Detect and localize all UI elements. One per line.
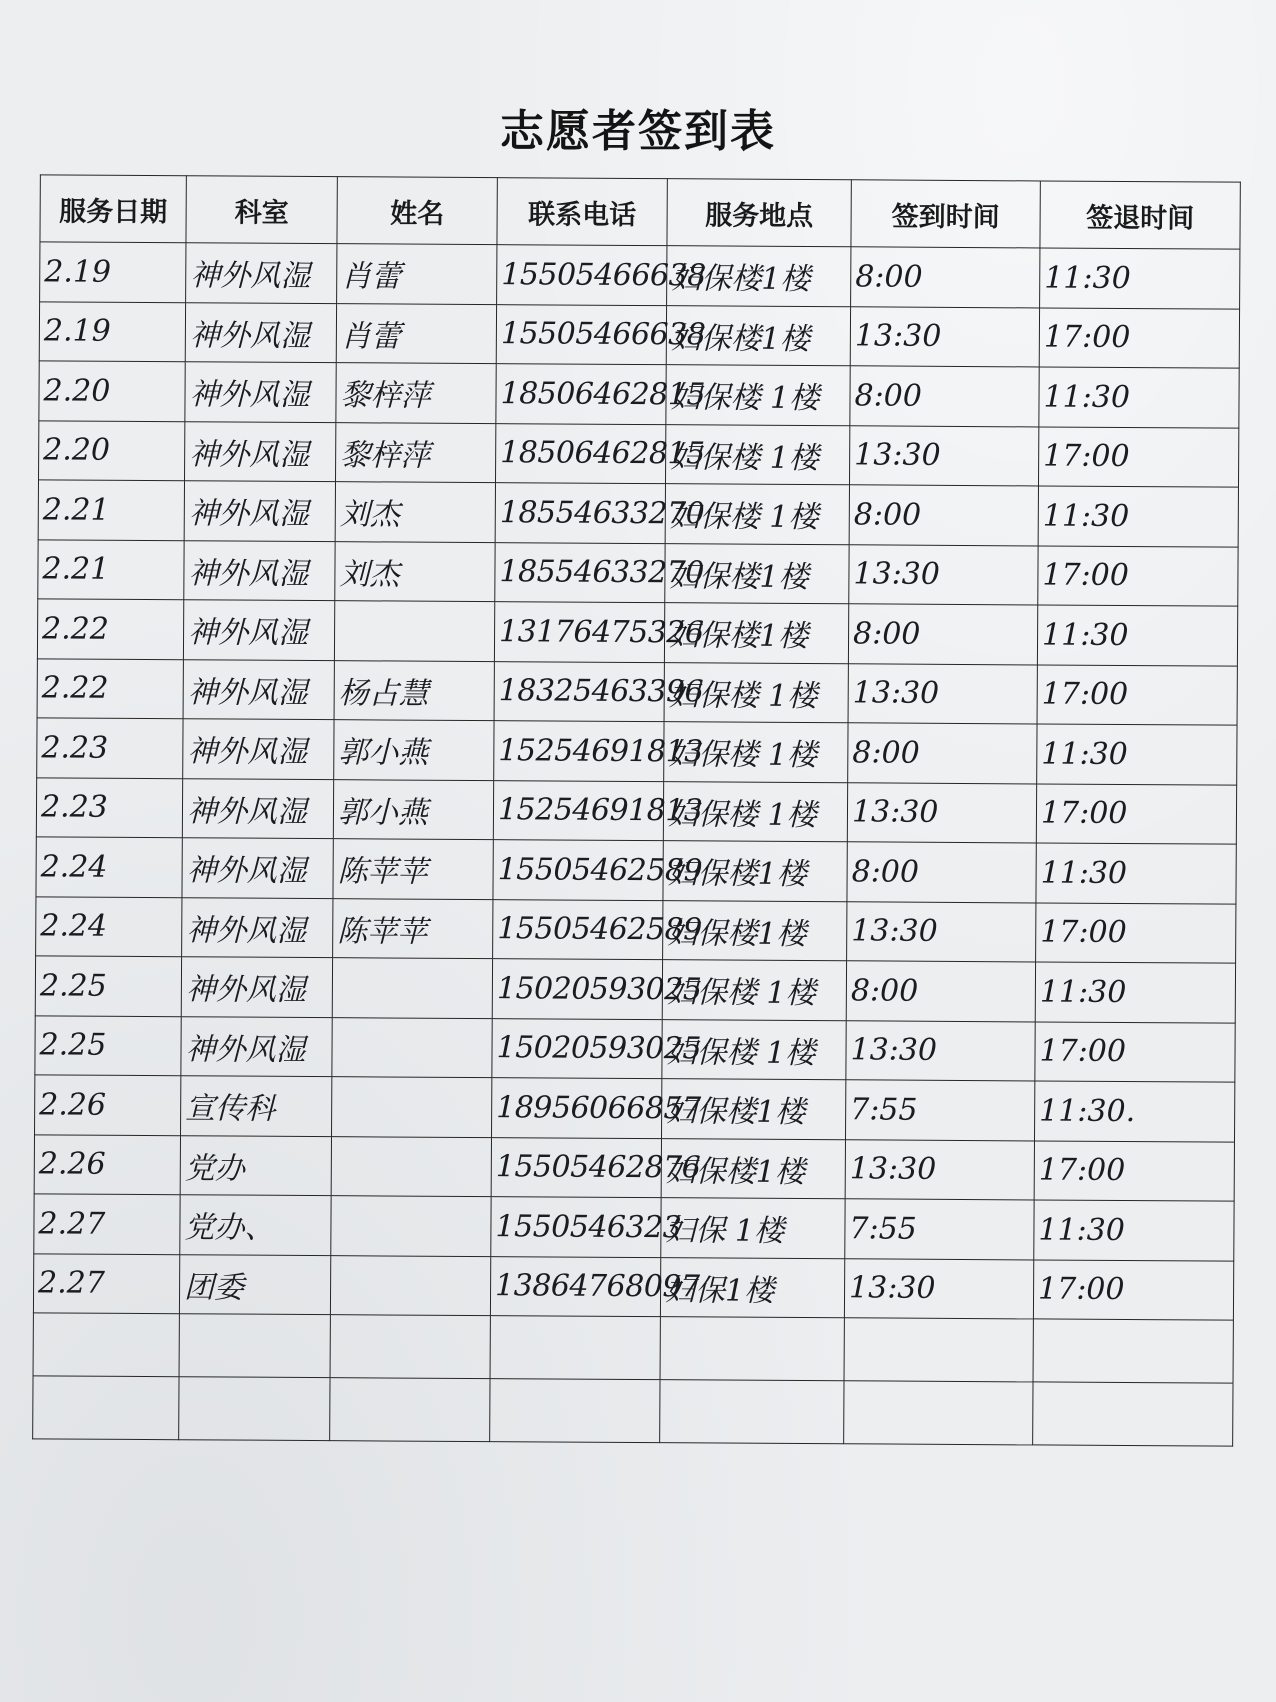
cell-phone: 15505462876 — [491, 1137, 661, 1198]
cell-sign-in: 13:30 — [844, 1258, 1033, 1319]
cell-name — [330, 1315, 490, 1379]
table-row — [36, 896, 1236, 963]
header-phone: 联系电话 — [497, 178, 667, 246]
cell-sign-in: 8:00 — [847, 842, 1036, 903]
cell-date: 2.20 — [39, 361, 185, 421]
table-row — [34, 1194, 1234, 1261]
cell-location: 妇保楼1楼 — [667, 246, 851, 307]
cell-name: 郭小燕 — [333, 779, 493, 839]
cell-department: 宣传科 — [181, 1076, 332, 1136]
cell-date: 2.20 — [39, 420, 185, 480]
table-row — [35, 1075, 1235, 1142]
cell-phone: 13864768097 — [490, 1256, 660, 1317]
cell-name: 杨占慧 — [334, 660, 494, 720]
cell-department: 神外风湿 — [185, 421, 336, 481]
cell-phone: 15505462589 — [493, 899, 663, 960]
table-row — [37, 658, 1237, 725]
cell-date: 2.23 — [36, 777, 182, 837]
cell-sign-in: 8:00 — [850, 366, 1039, 427]
cell-sign-in: 8:00 — [848, 723, 1037, 784]
cell-location: 妇保楼1楼 — [666, 305, 850, 366]
cell-name: 肖蕾 — [336, 303, 496, 363]
cell-date: 2.21 — [38, 480, 184, 540]
cell-department: 神外风湿 — [183, 719, 334, 779]
cell-date: 2.21 — [38, 539, 184, 599]
cell-sign-in: 13:30 — [845, 1139, 1034, 1200]
cell-phone: 18956066857 — [492, 1078, 662, 1139]
cell-sign-out: 11:30 — [1036, 843, 1236, 904]
table-row — [39, 361, 1239, 428]
cell-sign-out: 11:30 — [1037, 605, 1237, 666]
cell-name: 郭小燕 — [334, 720, 494, 780]
cell-location: 妇保楼1楼 — [665, 543, 849, 604]
cell-department — [179, 1377, 330, 1441]
cell-sign-out: 17:00 — [1038, 426, 1238, 487]
cell-phone: 18554633270 — [495, 483, 665, 544]
cell-date: 2.27 — [33, 1253, 179, 1313]
cell-phone: 18325463396 — [494, 661, 664, 722]
cell-name — [330, 1378, 490, 1442]
cell-sign-in: 13:30 — [847, 901, 1036, 962]
cell-location: 妇保楼 1楼 — [664, 662, 848, 723]
cell-date: 2.26 — [34, 1134, 180, 1194]
cell-sign-out: 11:30 — [1040, 248, 1240, 309]
cell-date: 2.25 — [35, 956, 181, 1016]
cell-department: 神外风湿 — [182, 838, 333, 898]
cell-phone: 18554633270 — [495, 542, 665, 603]
cell-location: 妇保楼 1楼 — [664, 722, 848, 783]
cell-date: 2.22 — [37, 658, 183, 718]
header-name: 姓名 — [337, 177, 497, 245]
table-row — [40, 242, 1240, 309]
cell-location: 妇保楼 1楼 — [662, 960, 846, 1021]
cell-department: 神外风湿 — [182, 897, 333, 957]
cell-department: 神外风湿 — [186, 243, 337, 303]
cell-sign-out: 17:00 — [1037, 664, 1237, 725]
cell-date: 2.24 — [36, 837, 182, 897]
cell-sign-out: 11:30 — [1034, 1200, 1234, 1261]
cell-sign-out: 17:00 — [1038, 545, 1238, 606]
cell-department: 神外风湿 — [185, 362, 336, 422]
cell-name — [330, 1255, 490, 1315]
cell-location: 妇保楼 1楼 — [663, 781, 847, 842]
cell-sign-in: 13:30 — [846, 1020, 1035, 1081]
cell-phone: 15254691813 — [493, 780, 663, 841]
table-row — [36, 837, 1236, 904]
cell-location: 妇保楼 1楼 — [665, 484, 849, 545]
cell-sign-out: 11:30 — [1035, 962, 1235, 1023]
cell-phone: 13176475326 — [494, 602, 664, 663]
cell-sign-in — [844, 1381, 1033, 1445]
cell-date: 2.19 — [39, 301, 185, 361]
cell-location: 妇保楼 1楼 — [665, 424, 849, 485]
cell-location — [660, 1380, 844, 1444]
cell-sign-in: 13:30 — [847, 782, 1036, 843]
cell-date: 2.27 — [34, 1194, 180, 1254]
cell-date: 2.23 — [37, 718, 183, 778]
cell-phone — [490, 1316, 660, 1380]
cell-location: 妇保楼1楼 — [664, 603, 848, 664]
header-department: 科室 — [186, 176, 337, 244]
table-row — [38, 480, 1238, 547]
cell-sign-out: 17:00 — [1034, 1140, 1234, 1201]
cell-name — [331, 1136, 491, 1196]
cell-name: 黎梓萍 — [336, 422, 496, 482]
cell-name — [331, 1196, 491, 1256]
cell-sign-out — [1033, 1319, 1233, 1383]
cell-sign-out — [1033, 1382, 1233, 1446]
cell-phone: 18506462815 — [496, 364, 666, 425]
cell-location: 妇保楼1楼 — [663, 900, 847, 961]
cell-phone — [490, 1379, 660, 1443]
cell-name: 刘杰 — [335, 482, 495, 542]
cell-sign-out: 11:30 — [1038, 486, 1238, 547]
header-location: 服务地点 — [667, 179, 851, 247]
cell-sign-in — [844, 1318, 1033, 1382]
cell-phone: 15254691813 — [494, 721, 664, 782]
cell-sign-out: 11:30 — [1039, 367, 1239, 428]
cell-sign-out: 17:00 — [1039, 307, 1239, 368]
table-row-empty — [33, 1376, 1233, 1446]
table-row — [38, 539, 1238, 606]
cell-date: 2.24 — [36, 896, 182, 956]
cell-department: 神外风湿 — [182, 778, 333, 838]
cell-name — [332, 958, 492, 1018]
cell-department: 党办、 — [180, 1195, 331, 1255]
cell-department: 神外风湿 — [183, 659, 334, 719]
cell-location: 妇保楼1楼 — [661, 1138, 845, 1199]
sign-in-table — [32, 174, 1241, 1446]
cell-date: 2.19 — [40, 242, 186, 302]
page-title: 志愿者签到表 — [500, 106, 776, 157]
table-row — [36, 777, 1236, 844]
cell-sign-in: 8:00 — [848, 604, 1037, 665]
header-sign-in-time: 签到时间 — [851, 180, 1040, 248]
cell-phone: 15020593025 — [492, 1018, 662, 1079]
cell-phone: 15020593025 — [492, 959, 662, 1020]
cell-phone: 15505466638 — [496, 304, 666, 365]
cell-sign-out: 17:00 — [1036, 902, 1236, 963]
cell-department: 神外风湿 — [183, 600, 334, 660]
cell-name: 刘杰 — [335, 541, 495, 601]
cell-sign-out: 17:00 — [1036, 783, 1236, 844]
cell-location: 妇保楼1楼 — [661, 1079, 845, 1140]
table-row — [35, 1015, 1235, 1082]
cell-sign-in: 7:55 — [845, 1199, 1034, 1260]
cell-sign-out: 11:30. — [1034, 1081, 1234, 1142]
cell-department: 神外风湿 — [181, 1016, 332, 1076]
cell-name — [332, 1077, 492, 1137]
cell-location: 妇保楼 1楼 — [666, 365, 850, 426]
cell-sign-out: 17:00 — [1035, 1021, 1235, 1082]
cell-department: 神外风湿 — [181, 957, 332, 1017]
cell-department — [179, 1314, 330, 1378]
cell-sign-in: 13:30 — [848, 663, 1037, 724]
cell-sign-in: 13:30 — [849, 425, 1038, 486]
cell-phone: 18506462815 — [496, 423, 666, 484]
header-service-date: 服务日期 — [40, 175, 186, 243]
table-row — [39, 420, 1239, 487]
cell-date: 2.22 — [37, 599, 183, 659]
cell-name: 肖蕾 — [337, 244, 497, 304]
table-row — [34, 1134, 1234, 1201]
cell-department: 团委 — [179, 1254, 330, 1314]
cell-date: 2.25 — [35, 1015, 181, 1075]
header-row — [40, 175, 1240, 249]
cell-phone: 1550546323 — [491, 1197, 661, 1258]
table-row — [37, 599, 1237, 666]
cell-sign-out: 11:30 — [1037, 724, 1237, 785]
cell-location: 妇保1楼 — [660, 1257, 844, 1318]
cell-name: 陈苹苹 — [333, 898, 493, 958]
table-row — [33, 1253, 1233, 1320]
cell-name: 陈苹苹 — [333, 839, 493, 899]
cell-department: 神外风湿 — [184, 540, 335, 600]
table-row — [39, 301, 1239, 368]
cell-location — [660, 1317, 844, 1381]
cell-department: 神外风湿 — [185, 302, 336, 362]
header-sign-out-time: 签退时间 — [1040, 181, 1240, 249]
cell-sign-in: 8:00 — [846, 961, 1035, 1022]
cell-sign-in: 13:30 — [849, 544, 1038, 605]
cell-sign-in: 8:00 — [849, 485, 1038, 546]
table-row — [37, 718, 1237, 785]
cell-date: 2.26 — [35, 1075, 181, 1135]
cell-location: 妇保楼1楼 — [663, 841, 847, 902]
cell-department: 党办 — [180, 1135, 331, 1195]
cell-date — [33, 1376, 179, 1440]
cell-sign-in: 8:00 — [851, 247, 1040, 308]
cell-sign-in: 7:55 — [845, 1080, 1034, 1141]
cell-location: 妇保 1楼 — [661, 1198, 845, 1259]
cell-date — [33, 1313, 179, 1377]
cell-location: 妇保楼 1楼 — [662, 1019, 846, 1080]
cell-name — [332, 1017, 492, 1077]
cell-sign-out: 17:00 — [1033, 1259, 1233, 1320]
cell-phone: 15505462589 — [493, 840, 663, 901]
cell-name — [334, 601, 494, 661]
cell-name: 黎梓萍 — [336, 363, 496, 423]
cell-sign-in: 13:30 — [850, 306, 1039, 367]
cell-phone: 15505466638 — [497, 245, 667, 306]
cell-department: 神外风湿 — [184, 481, 335, 541]
table-row — [35, 956, 1235, 1023]
table-row-empty — [33, 1313, 1233, 1383]
